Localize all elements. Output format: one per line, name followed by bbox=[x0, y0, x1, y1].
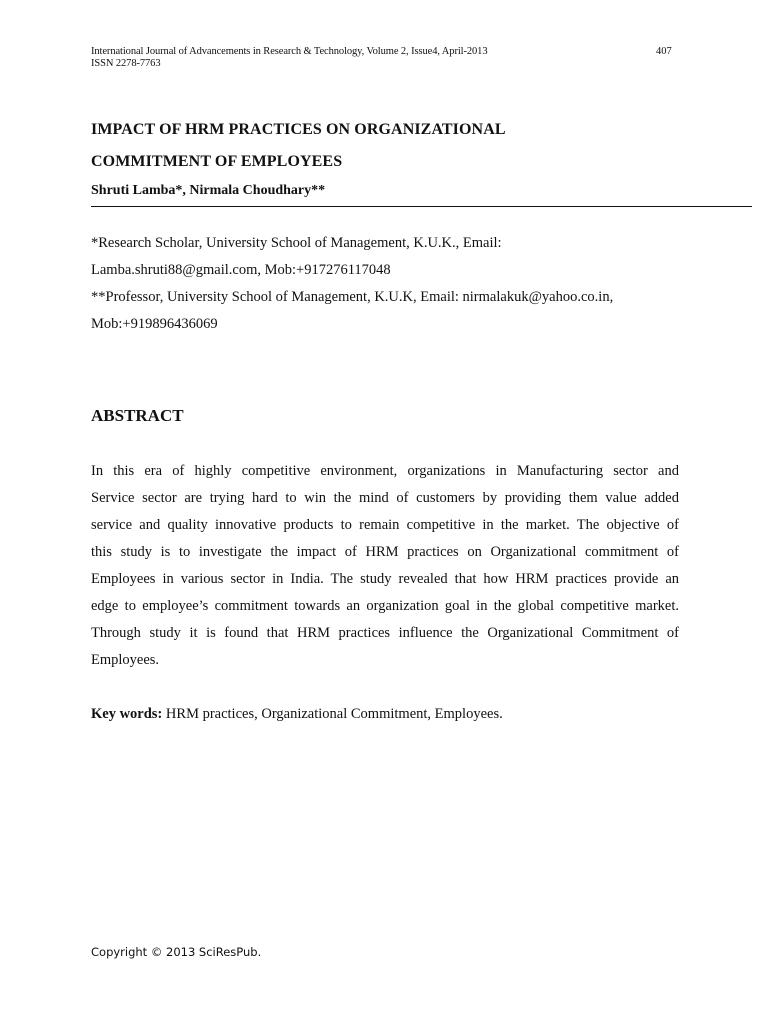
abstract-line: edge to employee’s commitment towards an organization goal in the global competitive market. bbox=[91, 598, 679, 614]
journal-issn: ISSN 2278-7763 bbox=[91, 58, 161, 69]
keywords-label: Key words: bbox=[91, 706, 163, 722]
keywords-text: HRM practices, Organizational Commitment, Employees. bbox=[162, 706, 503, 722]
affiliation-line: Mob:+919896436069 bbox=[91, 316, 218, 332]
title-divider bbox=[91, 206, 752, 207]
copyright-notice: Copyright © 2013 SciResPub. bbox=[91, 945, 262, 959]
paper-title-line-2: COMMITMENT OF EMPLOYEES bbox=[91, 153, 343, 170]
abstract-line: Service sector are trying hard to win the mind of customers by providing them value added bbox=[91, 490, 679, 506]
abstract-line: Employees in various sector in India. The study revealed that how HRM practices provide an bbox=[91, 571, 679, 587]
journal-citation: International Journal of Advancements in Research & Technology, Volume 2, Issue4, April-2013 bbox=[91, 46, 488, 57]
abstract-line: Employees. bbox=[91, 652, 160, 668]
affiliation-line: *Research Scholar, University School of Management, K.U.K., Email: bbox=[91, 235, 502, 251]
abstract-body bbox=[91, 460, 679, 676]
keywords bbox=[91, 704, 503, 724]
paper-title-line-1: IMPACT OF HRM PRACTICES ON ORGANIZATIONAL bbox=[91, 121, 506, 138]
abstract-line: Through study it is found that HRM practices influence the Organizational Commitment of bbox=[91, 625, 679, 641]
abstract-line: service and quality innovative products to remain competitive in the market. The objective of bbox=[91, 517, 679, 533]
affiliation-line: Lamba.shruti88@gmail.com, Mob:+917276117048 bbox=[91, 262, 391, 278]
page-number: 407 bbox=[656, 46, 672, 57]
author-list: Shruti Lamba*, Nirmala Choudhary** bbox=[91, 183, 326, 198]
abstract-heading: ABSTRACT bbox=[91, 406, 184, 425]
affiliation-line: **Professor, University School of Management, K.U.K, Email: nirmalakuk@yahoo.co.in, bbox=[91, 289, 614, 305]
abstract-line: this study is to investigate the impact of HRM practices on Organizational commitment of bbox=[91, 544, 679, 560]
abstract-line: In this era of highly competitive environment, organizations in Manufacturing sector and bbox=[91, 463, 679, 479]
